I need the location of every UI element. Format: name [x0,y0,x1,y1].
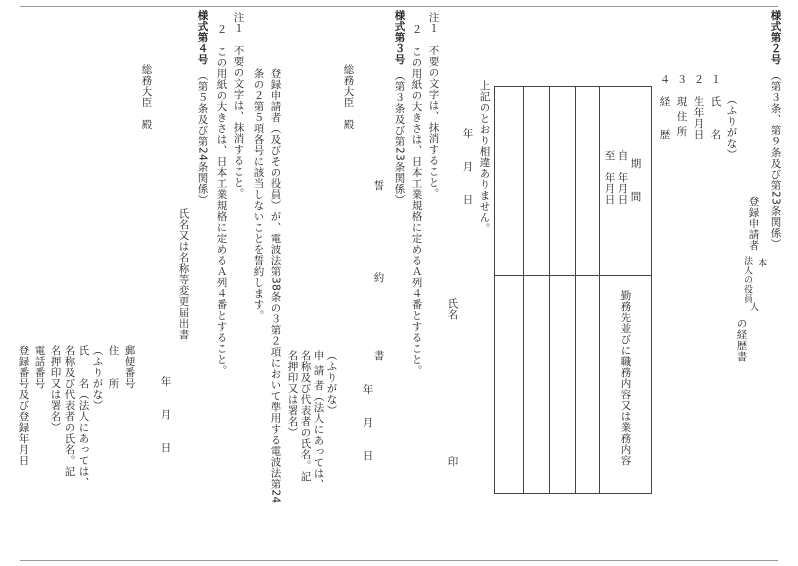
form2-heading-ref: （第３条、第９条及び第23条関係） [769,70,782,250]
form2-certify: 上記のとおり相違ありません。 [478,80,491,234]
form3-applicant-line-2: 申 請 者（法人にあっては、 [312,350,325,490]
form3-addressee: 総務大臣 殿 [342,64,355,130]
form3-title-right: 書 [372,350,385,361]
form3-applicant-line-4: 名押印又は署名） [286,350,299,438]
form2-furigana: （ふりがな） [725,94,738,160]
form2-item-num-1: １ [709,74,722,85]
form4-heading-ref: （第５条及び第24条関係） [196,70,209,206]
form3-note-2: ２ この用紙の大きさは、日本工業規格に定めるＡ列４番とすること。 [215,24,228,376]
form3-body-line-2: 条の２第５項各号に該当しないことを誓約します。 [252,68,265,321]
form2-heading: 様式第２号 [769,10,782,65]
table-column-line [523,87,524,493]
form2-title-human: 人 [748,302,758,312]
form3-note-1: 注１ 不要の文字は、抹消すること。 [232,12,245,199]
form3-title-left: 誓 [372,180,385,191]
form2-item-label-1: 氏 名 [709,96,722,140]
form2-item-num-2: ２ [692,74,705,85]
form2-title-tail: の経歴書 [735,318,748,362]
form4-title: 氏名又は名称等変更届出書 [177,208,190,340]
bottom-rule [20,560,778,561]
top-rule [20,6,778,7]
form3-date: 年 月 日 [361,384,374,461]
form4-addressee: 総務大臣 殿 [140,64,153,130]
form3-title-mid: 約 [372,272,385,283]
form4-field-2: 住 所 [107,345,120,389]
table-header-content: 勤務先並びに職務内容又は業務内容 [619,290,632,466]
form2-note-2: ２ この用紙の大きさは、日本工業規格に定めるＡ列４番とすること。 [410,24,423,376]
form3-applicant-line-1: （ふりがな） [325,350,338,416]
form2-item-label-2: 生年月日 [692,96,705,140]
form2-date: 年 月 日 [461,128,474,205]
form4-field-5: 名称及び代表者の氏名。記 [63,345,76,477]
form2-title-side-bottom: 法人の役員 [742,256,752,304]
form4-field-8: 登録番号及び登録年月日 [17,345,30,466]
table-column-line [575,87,576,493]
form2-name-label: 氏名 [446,298,459,320]
form4-field-7: 電話番号 [33,345,46,389]
table-column-line [549,87,550,493]
form3-heading: 様式第３号 [393,10,406,65]
form4-heading: 様式第４号 [196,10,209,65]
form3-body-line-1: 登録申請者（及びその役員）が、電波法第38条の３第２項において準用する電波法第24 [269,68,282,504]
table-header-to: 至 年月日 [603,150,616,205]
form4-field-4: 氏 名（法人にあっては、 [77,345,90,488]
form4-date: 年 月 日 [159,376,172,453]
table-column-line [599,87,600,493]
form3-applicant-line-3: 名称及び代表者の氏名。記 [299,350,312,482]
form4-field-3: （ふりがな） [91,345,104,411]
table-header-period: 期 間 [629,158,642,202]
form3-heading-ref: （第３条及び第23条関係） [393,70,406,206]
table-divider [495,275,651,276]
form2-item-label-4: 経 歴 [658,96,671,140]
table-header-from: 自 年月日 [616,150,629,205]
form2-title-side-top: 本 [756,258,766,268]
form4-field-1: 郵便番号 [123,345,136,389]
form2-item-num-4: ４ [658,74,671,85]
form2-title-main: 登録申請者 [747,196,760,251]
form2-note-1: 注１ 不要の文字は、抹消すること。 [427,12,440,199]
form2-item-label-3: 現 住 所 [675,96,688,137]
form2-item-num-3: ３ [675,74,688,85]
form2-seal: 印 [446,456,459,467]
form4-field-6: 名押印又は署名） [49,345,62,433]
